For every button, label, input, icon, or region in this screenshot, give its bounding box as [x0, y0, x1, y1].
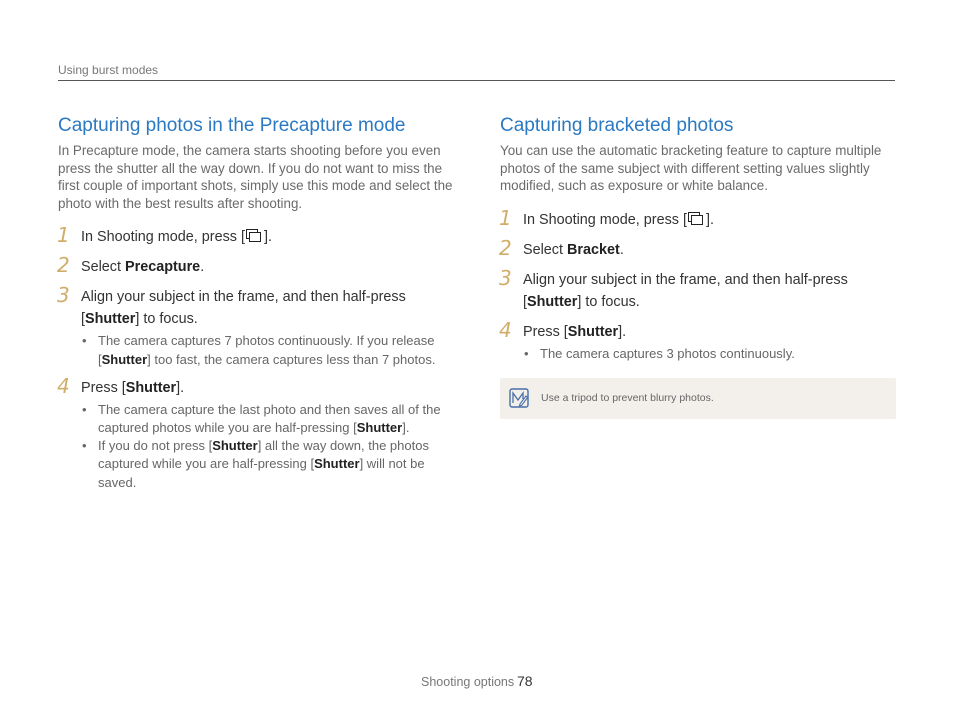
step-number: 3	[57, 283, 70, 308]
bracketed-section	[500, 114, 895, 371]
step-number: 4	[499, 317, 512, 342]
bullet-item: • If you do not press [Shutter] all the way down, the photos captured while you are half-pressing [Shutter] will not be saved.	[81, 437, 453, 492]
step-number: 2	[57, 253, 70, 278]
header-divider	[58, 80, 895, 81]
bracketed-title: Capturing bracketed photos	[500, 115, 734, 136]
precapture-step-1: 1 In Shooting mode, press [ ].	[57, 223, 272, 248]
footer-chapter: Shooting options	[421, 675, 515, 689]
tip-note	[500, 378, 896, 419]
step-4-bullets	[523, 345, 895, 363]
precapture-step-3: 3 Align your subject in the frame, and then half-press [Shutter] to focus. • The camera captures 7 photos continuously. If you release [Shutter] too fast, the camera captures less than 7 photos.	[58, 286, 453, 368]
bracketed-intro: You can use the automatic bracketing feature to capture multiple photos of the same subject with different setting values slightly modified, such as exposure or white balance.	[500, 143, 882, 194]
note-pencil-icon	[509, 388, 529, 408]
precapture-section	[58, 114, 453, 500]
precapture-step-2: 2 Select Precapture.	[57, 253, 205, 278]
precapture-intro: In Precapture mode, the camera starts shooting before you even press the shutter all the way down. If you do not want to miss the first couple of important shots, simply use this mode and select the photo with the best results after shooting.	[58, 143, 453, 211]
step-number: 1	[57, 223, 70, 248]
bracketed-step-4: 4 Press [Shutter]. • The camera captures 3 photos continuously.	[500, 321, 895, 363]
bullet-item: • The camera captures 3 photos continuously.	[523, 345, 895, 363]
note-text: Use a tripod to prevent blurry photos.	[541, 392, 714, 404]
burst-mode-icon	[246, 229, 263, 243]
precapture-step-4: 4 Press [Shutter]. • The camera capture the last photo and then saves all of the captured photos while you are half-pressing [Shutter]. • If you do not press [Shutter] all the way down, the photos captured while you are half-pressing [Shutter] will not be saved.	[58, 377, 453, 492]
precapture-title: Capturing photos in the Precapture mode	[58, 115, 406, 136]
page-number: 78	[517, 673, 533, 689]
step-number: 4	[57, 373, 70, 398]
step-3-bullets	[81, 332, 453, 368]
bullet-item: • The camera capture the last photo and then saves all of the captured photos while you are half-pressing [Shutter].	[81, 401, 453, 437]
bullet-item: • The camera captures 7 photos continuously. If you release [Shutter] too fast, the camera captures less than 7 photos.	[81, 332, 453, 368]
burst-mode-icon	[688, 212, 705, 226]
step-number: 3	[499, 265, 512, 290]
step-number: 1	[499, 205, 512, 230]
step-number: 2	[499, 235, 512, 260]
bracketed-step-3: 3 Align your subject in the frame, and then half-press [Shutter] to focus.	[499, 265, 848, 310]
section-label: Using burst modes	[58, 63, 159, 77]
bracketed-step-1: 1 In Shooting mode, press [ ].	[499, 205, 714, 230]
step-4-bullets	[81, 401, 453, 492]
bracketed-step-2: 2 Select Bracket.	[499, 235, 624, 260]
